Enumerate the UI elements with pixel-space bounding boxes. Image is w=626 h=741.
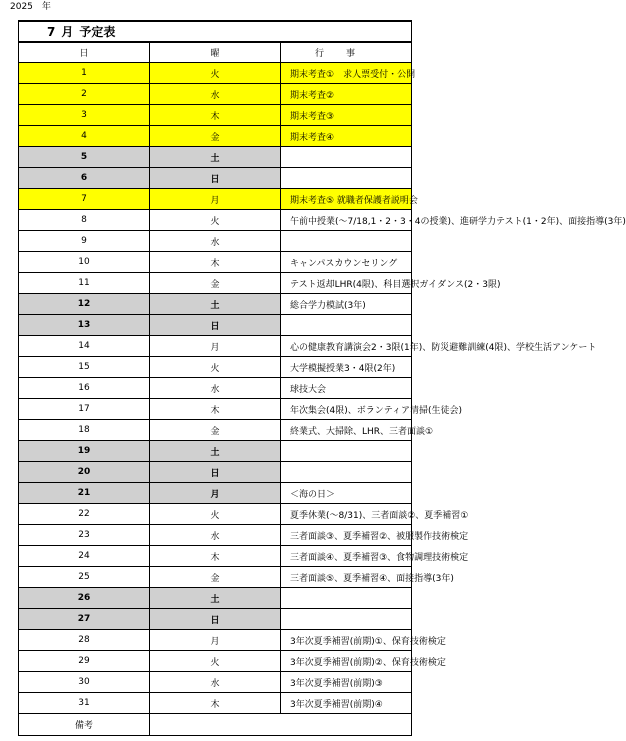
weekday-cell: 火 xyxy=(150,651,281,672)
schedule-row xyxy=(19,420,412,441)
schedule-row xyxy=(19,84,412,105)
event-cell xyxy=(281,231,412,252)
day-cell: 17 xyxy=(19,399,150,420)
events-column-header: 行事 xyxy=(281,42,412,63)
weekday-cell: 火 xyxy=(150,357,281,378)
schedule-row xyxy=(19,378,412,399)
event-cell xyxy=(281,147,412,168)
schedule-row xyxy=(19,441,412,462)
weekday-cell: 木 xyxy=(150,252,281,273)
day-cell: 27 xyxy=(19,609,150,630)
weekday-cell: 木 xyxy=(150,399,281,420)
event-cell: テスト返却LHR(4限)、科目選択ガイダンス(2・3限) xyxy=(281,273,412,294)
day-cell: 15 xyxy=(19,357,150,378)
weekday-cell: 金 xyxy=(150,567,281,588)
event-cell: 3年次夏季補習(前期)③ xyxy=(281,672,412,693)
day-cell: 21 xyxy=(19,483,150,504)
schedule-row xyxy=(19,273,412,294)
title-row xyxy=(19,21,412,42)
weekday-cell: 日 xyxy=(150,168,281,189)
day-cell: 25 xyxy=(19,567,150,588)
weekday-cell: 水 xyxy=(150,672,281,693)
weekday-cell: 水 xyxy=(150,525,281,546)
schedule-row xyxy=(19,147,412,168)
day-cell: 30 xyxy=(19,672,150,693)
schedule-row xyxy=(19,105,412,126)
event-cell: 期末考査④ xyxy=(281,126,412,147)
weekday-cell: 土 xyxy=(150,588,281,609)
day-cell: 22 xyxy=(19,504,150,525)
event-cell: 三者面談③、夏季補習②、被服製作技術検定 xyxy=(281,525,412,546)
weekday-cell: 火 xyxy=(150,63,281,84)
weekday-cell: 水 xyxy=(150,84,281,105)
weekday-cell: 月 xyxy=(150,483,281,504)
event-cell xyxy=(281,168,412,189)
header-row xyxy=(19,42,412,63)
event-cell: 期末考査② xyxy=(281,84,412,105)
weekday-cell: 金 xyxy=(150,420,281,441)
schedule-row xyxy=(19,315,412,336)
notes-cell xyxy=(150,714,412,736)
schedule-row xyxy=(19,588,412,609)
schedule-row xyxy=(19,252,412,273)
day-cell: 23 xyxy=(19,525,150,546)
day-cell: 20 xyxy=(19,462,150,483)
day-cell: 10 xyxy=(19,252,150,273)
weekday-cell: 月 xyxy=(150,336,281,357)
day-cell: 18 xyxy=(19,420,150,441)
notes-row xyxy=(19,714,412,736)
event-cell: 夏季休業(～8/31)、三者面談②、夏季補習① xyxy=(281,504,412,525)
weekday-cell: 土 xyxy=(150,294,281,315)
day-cell: 3 xyxy=(19,105,150,126)
event-cell xyxy=(281,441,412,462)
schedule-row xyxy=(19,672,412,693)
day-cell: 11 xyxy=(19,273,150,294)
event-cell: 三者面談④、夏季補習③、食物調理技術検定 xyxy=(281,546,412,567)
schedule-row xyxy=(19,336,412,357)
schedule-row xyxy=(19,357,412,378)
schedule-row xyxy=(19,399,412,420)
weekday-cell: 水 xyxy=(150,378,281,399)
event-cell: 午前中授業(～7/18,1・2・3・4の授業)、進研学力テスト(1・2年)、面接指導(3年) xyxy=(281,210,412,231)
event-cell: 球技大会 xyxy=(281,378,412,399)
day-cell: 4 xyxy=(19,126,150,147)
weekday-cell: 木 xyxy=(150,105,281,126)
event-cell xyxy=(281,588,412,609)
day-cell: 7 xyxy=(19,189,150,210)
day-cell: 16 xyxy=(19,378,150,399)
event-cell: 期末考査① 求人票受付・公開 xyxy=(281,63,412,84)
event-cell: 3年次夏季補習(前期)②、保育技術検定 xyxy=(281,651,412,672)
schedule-row xyxy=(19,651,412,672)
schedule-table xyxy=(18,20,626,736)
event-cell: 期末考査⑤ 就職者保護者説明会 xyxy=(281,189,412,210)
schedule-row xyxy=(19,231,412,252)
event-cell xyxy=(281,462,412,483)
day-cell: 12 xyxy=(19,294,150,315)
day-cell: 6 xyxy=(19,168,150,189)
day-column-header: 日 xyxy=(19,42,150,63)
day-cell: 5 xyxy=(19,147,150,168)
weekday-cell: 日 xyxy=(150,462,281,483)
event-cell: 3年次夏季補習(前期)①、保育技術検定 xyxy=(281,630,412,651)
event-cell: 総合学力模試(3年) xyxy=(281,294,412,315)
weekday-column-header: 曜 xyxy=(150,42,281,63)
day-cell: 31 xyxy=(19,693,150,714)
weekday-cell: 水 xyxy=(150,231,281,252)
weekday-cell: 火 xyxy=(150,504,281,525)
day-cell: 24 xyxy=(19,546,150,567)
day-cell: 26 xyxy=(19,588,150,609)
event-cell: 終業式、大掃除、LHR、三者面談① xyxy=(281,420,412,441)
month-unit: 月 xyxy=(61,25,74,39)
schedule-row xyxy=(19,525,412,546)
schedule-row xyxy=(19,630,412,651)
day-cell: 8 xyxy=(19,210,150,231)
year-label: 2025 年 xyxy=(10,2,51,12)
schedule-row xyxy=(19,189,412,210)
schedule-row xyxy=(19,210,412,231)
event-cell: 年次集会(4限)、ボランティア清掃(生徒会) xyxy=(281,399,412,420)
weekday-cell: 火 xyxy=(150,210,281,231)
weekday-cell: 月 xyxy=(150,630,281,651)
month-number: 7 xyxy=(47,25,56,39)
weekday-cell: 月 xyxy=(150,189,281,210)
schedule-row xyxy=(19,462,412,483)
event-cell: 期末考査③ xyxy=(281,105,412,126)
day-cell: 28 xyxy=(19,630,150,651)
title-cell xyxy=(19,21,412,42)
weekday-cell: 木 xyxy=(150,546,281,567)
day-cell: 13 xyxy=(19,315,150,336)
event-cell: キャンパスカウンセリング xyxy=(281,252,412,273)
schedule-row xyxy=(19,567,412,588)
event-cell: 心の健康教育講演会2・3限(1年)、防災避難訓練(4限)、学校生活アンケート xyxy=(281,336,412,357)
day-cell: 14 xyxy=(19,336,150,357)
event-cell: 3年次夏季補習(前期)④ xyxy=(281,693,412,714)
day-cell: 9 xyxy=(19,231,150,252)
schedule-row xyxy=(19,546,412,567)
weekday-cell: 日 xyxy=(150,315,281,336)
weekday-cell: 土 xyxy=(150,147,281,168)
schedule-row xyxy=(19,609,412,630)
weekday-cell: 日 xyxy=(150,609,281,630)
event-cell xyxy=(281,609,412,630)
event-cell: ＜海の日＞ xyxy=(281,483,412,504)
weekday-cell: 土 xyxy=(150,441,281,462)
event-cell: 大学模擬授業3・4限(2年) xyxy=(281,357,412,378)
weekday-cell: 木 xyxy=(150,693,281,714)
day-cell: 1 xyxy=(19,63,150,84)
schedule-row xyxy=(19,693,412,714)
event-cell xyxy=(281,315,412,336)
schedule-row xyxy=(19,126,412,147)
schedule-row xyxy=(19,168,412,189)
day-cell: 19 xyxy=(19,441,150,462)
schedule-row xyxy=(19,483,412,504)
event-cell: 三者面談⑤、夏季補習④、面接指導(3年) xyxy=(281,567,412,588)
weekday-cell: 金 xyxy=(150,126,281,147)
weekday-cell: 金 xyxy=(150,273,281,294)
day-cell: 2 xyxy=(19,84,150,105)
schedule-row xyxy=(19,63,412,84)
schedule-title: 予定表 xyxy=(79,25,116,39)
schedule-row xyxy=(19,504,412,525)
day-cell: 29 xyxy=(19,651,150,672)
schedule-row xyxy=(19,294,412,315)
notes-label: 備考 xyxy=(19,714,150,736)
